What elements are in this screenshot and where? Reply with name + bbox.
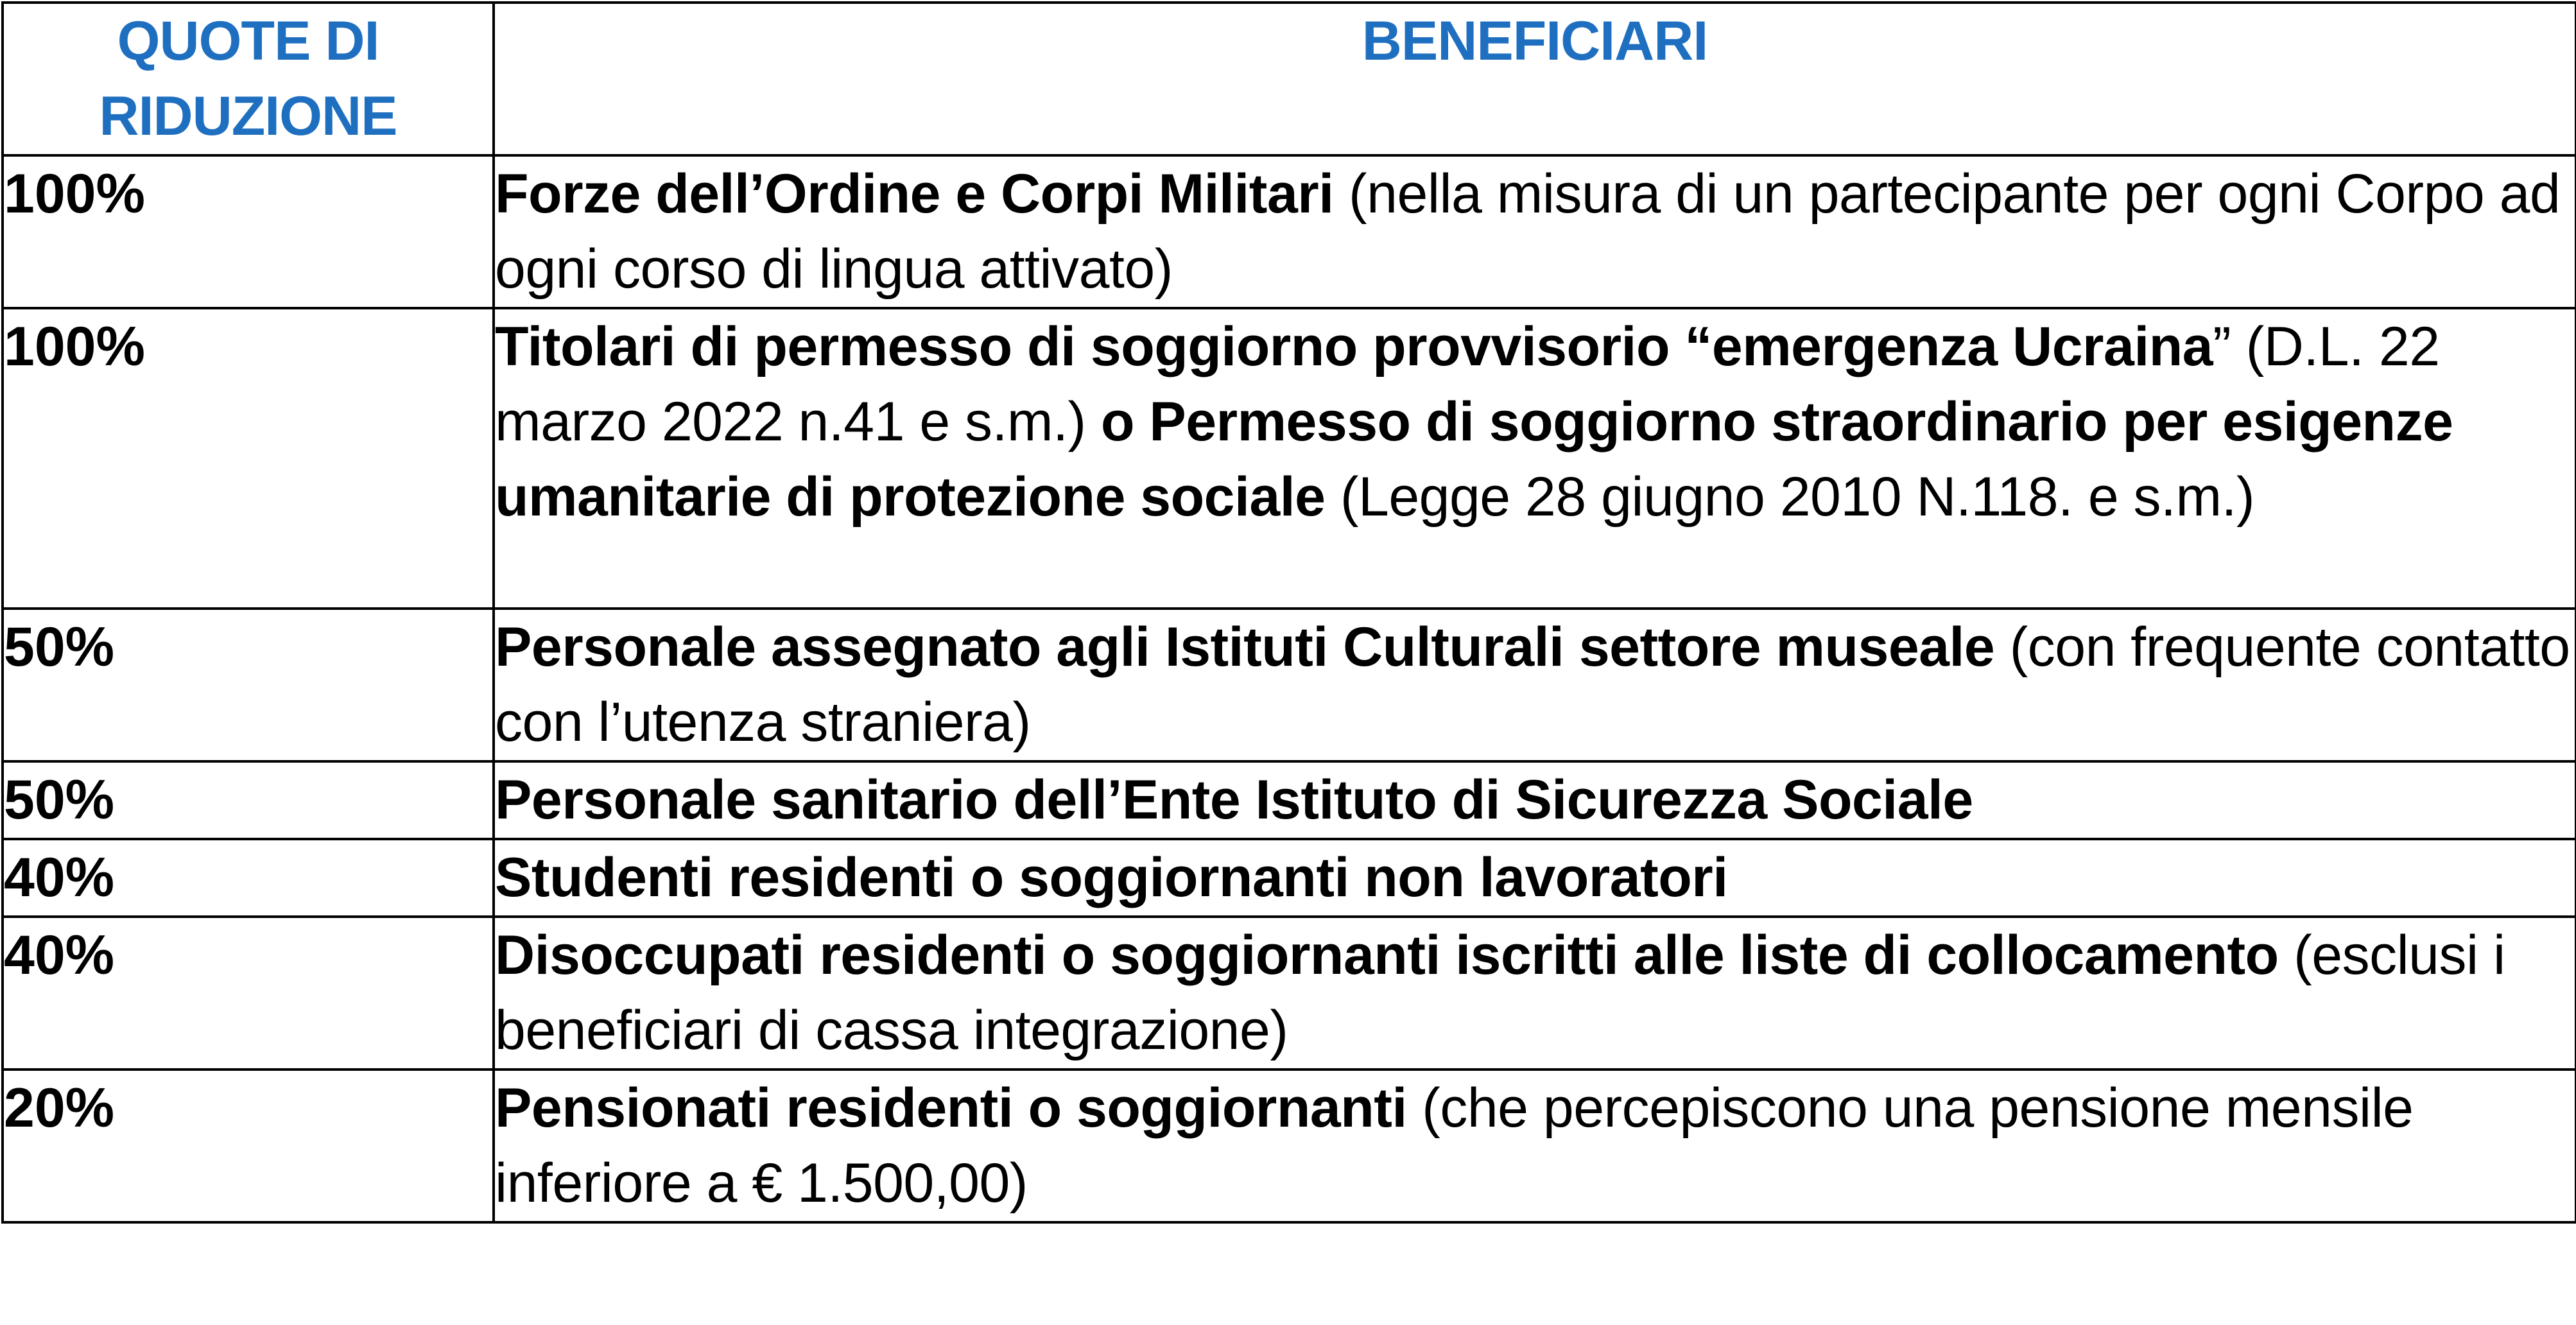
table-row [3, 761, 2576, 839]
header-quote-di-riduzione: QUOTE DI RIDUZIONE [3, 3, 494, 155]
beneficiary-note: ” (D.L. 22 marzo 2022 n.41 e s.m.) [495, 316, 2440, 453]
beneficiary-note: (nella misura di un partecipante per ogni Corpo ad ogni corso di lingua attivato) [495, 163, 2561, 300]
beneficiary-note: (che percepiscono una pensione mensile inferiore a € 1.500,00) [495, 1077, 2414, 1214]
beneficiary-note: (con frequente contatto con l’utenza straniera) [495, 616, 2570, 753]
reduction-percentage: 20% [3, 1070, 494, 1222]
beneficiary-name: Personale sanitario dell’Ente Istituto di Sicurezza Sociale [495, 769, 1973, 831]
beneficiary-description [494, 1070, 2576, 1222]
beneficiary-description [494, 839, 2576, 917]
table-row [3, 609, 2576, 761]
beneficiary-name: o Permesso di soggiorno straordinario per esigenze umanitarie di protezione sociale [495, 391, 2453, 528]
beneficiary-description [494, 761, 2576, 839]
beneficiary-description [494, 609, 2576, 761]
beneficiary-description [494, 308, 2576, 609]
reduction-percentage: 100% [3, 308, 494, 609]
beneficiary-note: (esclusi i beneficiari di cassa integrazione) [495, 924, 2505, 1061]
table-row [3, 917, 2576, 1070]
header-row [3, 3, 2576, 155]
beneficiary-note: (Legge 28 giugno 2010 N.118. e s.m.) [1325, 466, 2255, 528]
beneficiary-description [494, 155, 2576, 308]
reduction-percentage: 100% [3, 155, 494, 308]
beneficiary-name: Forze dell’Ordine e Corpi Militari [495, 163, 1334, 225]
reduction-percentage: 50% [3, 609, 494, 761]
table-row [3, 155, 2576, 308]
beneficiary-name: Pensionati residenti o soggiornanti [495, 1077, 1407, 1139]
table-row [3, 839, 2576, 917]
table-row [3, 308, 2576, 609]
reduction-percentage: 50% [3, 761, 494, 839]
beneficiary-description [494, 917, 2576, 1070]
table-row [3, 1070, 2576, 1222]
beneficiary-name: Studenti residenti o soggiornanti non lavoratori [495, 847, 1728, 908]
header-beneficiari: BENEFICIARI [494, 3, 2576, 155]
reductions-table [1, 1, 2576, 1224]
reduction-percentage: 40% [3, 839, 494, 917]
beneficiary-name: Personale assegnato agli Istituti Culturali settore museale [495, 616, 1995, 678]
reduction-percentage: 40% [3, 917, 494, 1070]
beneficiary-name: Disoccupati residenti o soggiornanti iscritti alle liste di collocamento [495, 924, 2279, 986]
beneficiary-name: Titolari di permesso di soggiorno provvisorio “emergenza Ucraina [495, 316, 2213, 377]
